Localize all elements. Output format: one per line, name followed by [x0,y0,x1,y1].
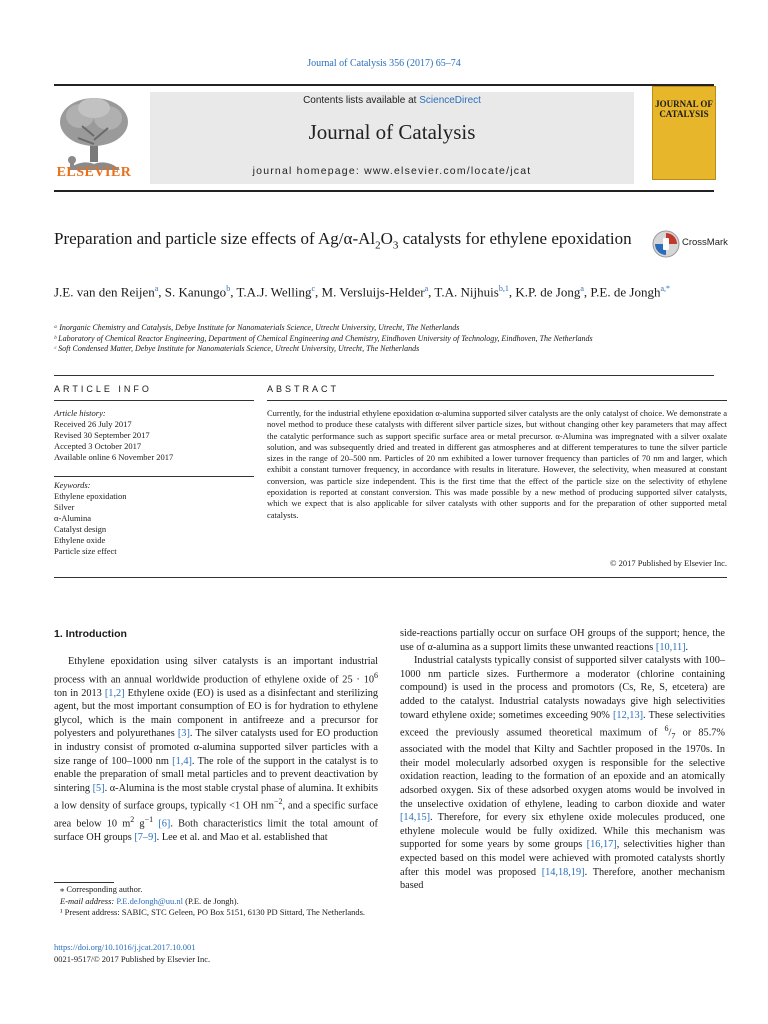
journal-cover-thumbnail[interactable] [652,86,716,180]
contents-line [150,95,634,106]
text: Ethylene oxide (EO) is used as a disinfectant and sterilizing agent, but the most important consumption of EO is for hydration to ethylene glycol, which is the main component in antifreeze and a precursor for polyesters and polyurethanes [54,687,378,740]
text: . Therefore, for every six ethylene oxide molecules produced, one ethylene molecule would be fully oxidized. While this mechanism was supported for some years by some groups [400,812,725,851]
section-heading-introduction: 1. Introduction [54,628,127,640]
citation-link[interactable]: [7–9] [134,832,157,844]
history-item: Accepted 3 October 2017 [54,441,142,451]
author-separator: , [158,284,165,300]
text: g [134,818,145,830]
text: . The silver catalysts used for EO production in industry consist of promoted α-alumina supported silver particles with a size range of 100–1000 nm [54,728,378,767]
text: , and a specific surface area below 10 m [54,800,378,830]
header-bottom-rule [54,190,714,192]
superscript: −1 [144,815,154,825]
corresponding-author-note: ⁎ Corresponding author. [60,884,143,894]
paragraph [54,655,378,845]
article-info-heading: ARTICLE INFO [54,384,152,394]
crossmark-icon [652,230,680,258]
keyword: Particle size effect [54,546,117,556]
text: . Therefore, another mechanism based [400,866,725,892]
text: . α-Alumina is the most stable crystal phase of alumina. It exhibits a low density of surface groups, typically <1 OH nm [54,782,379,812]
keywords [54,480,254,557]
body-column-left [54,655,378,845]
crossmark-badge[interactable] [652,230,732,260]
abstract-rule [267,400,727,401]
keyword: α-Alumina [54,513,92,523]
history-item: Received 26 July 2017 [54,419,132,429]
citation-link[interactable]: [12,13] [613,709,644,721]
doi-link[interactable]: https://doi.org/10.1016/j.jcat.2017.10.001 [54,942,196,952]
author-name: T.A.J. Welling [236,284,312,300]
section-rule [54,375,714,376]
citation-link[interactable]: [16,17] [586,839,617,851]
fraction-denominator: 7 [671,731,676,741]
title-part: Preparation and particle size effects of Ag/ [54,229,344,248]
affiliations [54,323,714,355]
body-column-right [400,627,725,893]
author-affiliation-marker[interactable]: a,* [660,284,671,293]
title-part: catalysts for ethylene epoxidation [398,229,632,248]
author-affiliation-marker[interactable]: a [580,284,584,293]
citation-link[interactable]: [5] [92,782,105,794]
citation-link[interactable]: [6] [158,818,171,830]
header-rule [54,84,714,86]
text: , selectivities higher than expected based on this model were achieved with promoted catalysts shortly after this model was proposed [400,839,725,878]
journal-title: Journal of Catalysis [308,120,476,144]
cover-title-line-1: JOURNAL OF [655,99,713,109]
author-name: P.E. de Jongh [590,284,661,300]
keywords-label: Keywords: [54,480,91,490]
author-separator: , [583,284,591,300]
text: ton in 2013 [54,687,105,699]
text: . Both characteristics limit the total amount of surface OH groups [54,818,378,844]
fraction-numerator: 6 [664,724,669,734]
citation-link[interactable]: [1,2] [104,687,125,699]
superscript: 2 [130,815,135,825]
text: side-reactions partially occur on surface OH groups of the support; hence, the use of α-alumina as a support limits these unwanted reactions [400,628,725,653]
author-name: S. Kanungo [164,284,227,300]
author-separator: , [508,284,516,300]
journal-homepage[interactable]: journal homepage: www.elsevier.com/locate/jcat [252,165,532,177]
present-address-note: ¹ Present address: SABIC, STC Geleen, PO Box 5151, 6130 PD Sittard, The Netherlands. [60,907,366,917]
email-note [54,896,378,908]
superscript: 6 [374,670,378,680]
text: . Lee et al. and Mao et al. established that [156,832,328,844]
article-info-rule [54,400,254,401]
citation-link[interactable]: [10,11] [655,641,686,653]
cover-title [653,99,715,119]
abstract-copyright: © 2017 Published by Elsevier Inc. [610,558,727,568]
doi-block [54,942,378,965]
citation-link[interactable]: [1,4] [172,755,192,767]
citation-link[interactable]: [3] [177,728,190,740]
keyword: Silver [54,502,75,512]
text: or 85.7% associated with the model that Kilty and Sachtler proposed in the 1970s. In their model molecularly adsorbed oxygen is responsible for the selective oxidation reaction, leading to the formation of an epoxide and an atomically adsorbed oxygen. Six of these adsorbed oxygen atoms would be involved in the unselective oxidation of ethylene, leading to carbon dioxide and water [400,727,725,810]
journal-reference-link[interactable]: Journal of Catalysis 356 (2017) 65–74 [307,58,461,69]
author-separator: , [230,284,237,300]
author-affiliation-marker[interactable]: c [311,284,316,293]
author-affiliation-marker[interactable]: a [424,284,429,293]
article-title [54,228,644,256]
paragraph: Industrial catalysts typically consist of supported silver catalysts with 100–1000 nm particle sizes. Furthermore a moderator (chlorine containing compound) is used in the process and promotors (Cs, Re, S, etcetera) are added to the catalyst. Industrial catalysts nowadays give high selectivities toward ethylene oxide; sometimes exceeding 90% [12,13]. These selectivities exceed the previously assumed theoretical maximum of $^6/_7$ or 85.7% associated with the model that Kilty and Sachtler proposed in the 1970s. In their model molecularly adsorbed oxygen is responsible for the selective oxidation reaction, leading to the formation of an epoxide and an atomically adsorbed oxygen. Six of these adsorbed oxygen atoms would be involved in the unselective oxidation of ethylene, leading to carbon dioxide and water [14,15]. Therefore, for every six ethylene oxide molecules produced, one ethylene molecule would be fully oxidized. While this mechanism was supported for some years by some groups [16,17], selectivities higher than expected based on this model were achieved with promoted catalysts shortly after this model was proposed [14,18,19]. Therefore, another mechanism based [400,655,725,892]
author-name: M. Versluijs-Helder [321,284,425,300]
author-affiliation-marker[interactable]: b,1 [498,284,509,293]
paragraph [400,627,725,654]
text: . These selectivities exceed the previously assumed theoretical maximum of [400,709,725,739]
footnote-rule [54,882,114,883]
author-name: J.E. van den Reijen [54,284,155,300]
history-label: Article history: [54,408,106,418]
text: Industrial catalysts typically consist of supported silver catalysts with 100–1000 nm particle sizes. Furthermore a moderator (chlorine containing compound) is used in the process and promotors (Cs, Re, S, etcetera) are added to the catalyst. Industrial catalysts nowadays give high selectivities toward ethylene oxide; sometimes exceeding 90% [400,655,725,721]
section-rule [54,577,727,578]
contents-prefix: Contents lists available at [303,95,420,106]
author-name: K.P. de Jong [515,284,581,300]
history-item: Revised 30 September 2017 [54,430,150,440]
email-link[interactable]: P.E.deJongh@uu.nl [116,895,183,906]
affiliation-a: ᵃ Inorganic Chemistry and Catalysis, Debye Institute for Nanomaterials Science, Utrecht University, Utrecht, The Netherlands [54,323,460,332]
email-label: E-mail address: [60,895,117,906]
text: Ethylene epoxidation using silver catalysts is an important industrial process with an annual worldwide production of ethylene oxide of 25 · 10 [54,656,378,686]
affiliation-c: ᶜ Soft Condensed Matter, Debye Institute for Nanomaterials Science, Utrecht University, Utrecht, The Netherlands [54,344,420,353]
article-info-rule [54,476,254,477]
author-affiliation-marker[interactable]: b [226,284,231,293]
title-part: O [380,229,393,248]
author-separator: , [428,284,435,300]
keyword: Catalyst design [54,524,107,534]
title-part: α [343,229,353,248]
cover-title-line-2: CATALYSIS [659,109,709,119]
footnotes [54,884,378,919]
title-subscript: 3 [392,239,399,252]
superscript: −2 [274,797,283,807]
article-history [54,408,254,463]
issn-line: 0021-9517/© 2017 Published by Elsevier Inc. [54,953,211,964]
author-affiliation-marker[interactable]: a [154,284,159,293]
keyword: Ethylene epoxidation [54,491,127,501]
email-suffix: (P.E. de Jongh). [182,895,239,906]
author-list [54,280,714,300]
title-subscript: 2 [375,239,381,252]
history-item: Available online 6 November 2017 [54,452,174,462]
title-part: -Al [352,229,376,248]
text: . [685,641,689,653]
author-separator: , [315,284,322,300]
citation-link[interactable]: [14,15] [400,812,431,824]
abstract-heading: ABSTRACT [267,384,340,394]
crossmark-label: CrossMark [682,237,728,248]
elsevier-logo[interactable] [54,90,134,182]
publisher-wordmark: ELSEVIER [56,165,132,180]
abstract-text: Currently, for the industrial ethylene epoxidation α-alumina supported silver catalysts are the only catalyst of choice. We demonstrate a novel method to produce these catalysts with different silver particle sizes, but without changing other key parameters that may affect the catalytic performance such as support specific surface area or metal precursor. α-Alumina was impregnated with a silver oxalate solution, and was subsequently dried and treated in different gas atmospheres and at different temperatures to tune the silver particle sizes in the range of 20–500 nm. Particles of 20 nm exhibited a lower turnover frequency than particles of 70 nm and larger, which exhibit a constant turnover frequency, in accordance with results in literature. However, the selectivity, when measured at constant conversion, was particle size independent. This is the first time that the effect of the particle size on the selectivity of ethylene epoxidation is reported at constant conversion. This was made possible by a new method of producing supported silver catalysts, which we expect that is also applicable for silver catalysts with other supports and for the preparation of other supported metal catalysts. [267,408,727,520]
text: . The role of the support in the catalyst is to enable the preparation of small metal particles and to prevent deactivation by sintering [54,755,378,794]
affiliation-b: ᵇ Laboratory of Chemical Reactor Engineering, Department of Chemical Engineering and Chemistry, Eindhoven University of Technology, Eindhoven, The Netherlands [54,333,593,343]
author-name: T.A. Nijhuis [434,284,499,300]
keyword: Ethylene oxide [54,535,106,545]
citation-link[interactable]: [14,18,19] [541,866,585,878]
sciencedirect-link[interactable]: ScienceDirect [419,95,481,106]
